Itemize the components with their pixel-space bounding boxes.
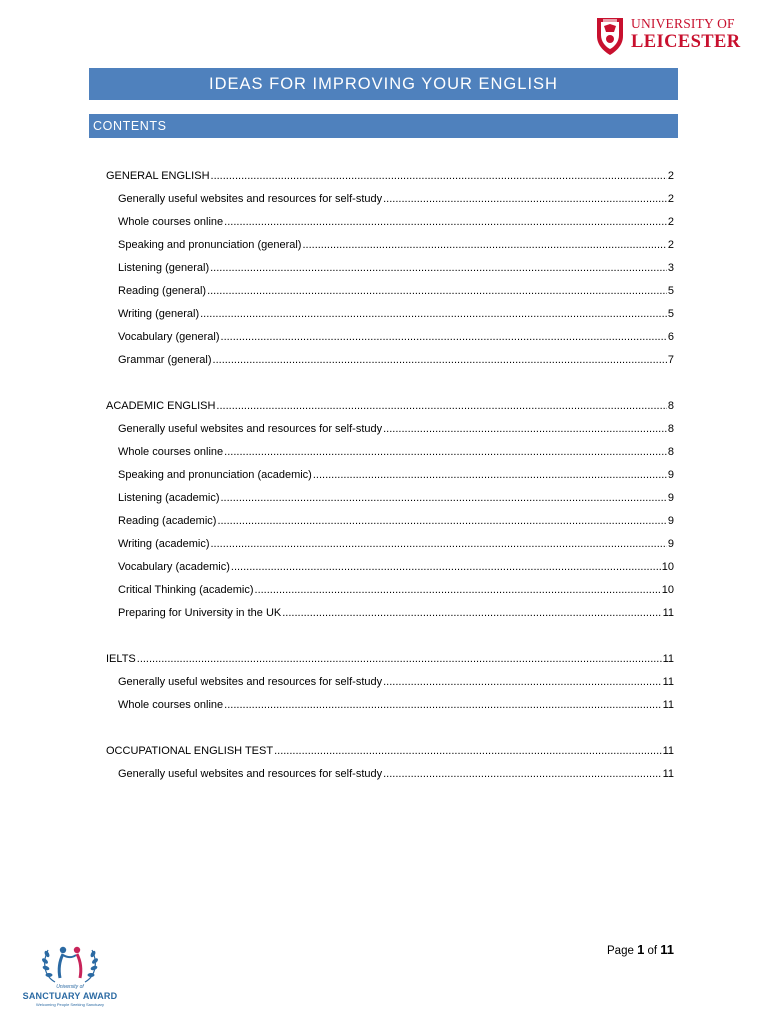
toc-dot-leader <box>213 354 667 366</box>
toc-entry-title: Speaking and pronunciation (academic) <box>118 469 312 481</box>
toc-heading-link[interactable] <box>106 653 674 676</box>
document-title: IDEAS FOR IMPROVING YOUR ENGLISH <box>89 68 678 100</box>
toc-page-number: 9 <box>667 538 674 550</box>
toc-entry-title: Whole courses online <box>118 216 224 228</box>
toc-page-number: 8 <box>667 423 674 435</box>
toc-page-number: 5 <box>667 285 674 297</box>
toc-entry-title: Vocabulary (academic) <box>118 561 230 573</box>
toc-page-number: 2 <box>667 239 674 251</box>
toc-page-number: 6 <box>667 331 674 343</box>
toc-page-number: 10 <box>661 584 674 596</box>
toc-entry-title: Generally useful websites and resources for self-study <box>118 423 383 435</box>
toc-page-number: 10 <box>661 561 674 573</box>
toc-dot-leader <box>282 607 661 619</box>
toc-page-number: 5 <box>667 308 674 320</box>
toc-page-number: 8 <box>667 400 674 412</box>
toc-entry-link[interactable] <box>106 699 674 722</box>
toc-entry-link[interactable] <box>106 216 674 239</box>
toc-entry-title: Preparing for University in the UK <box>118 607 282 619</box>
toc-entry-link[interactable] <box>106 331 674 354</box>
toc-dot-leader <box>200 308 667 320</box>
toc-page-number: 7 <box>667 354 674 366</box>
toc-dot-leader <box>231 561 661 573</box>
toc-entry-title: ACADEMIC ENGLISH <box>106 400 216 412</box>
toc-dot-leader <box>207 285 667 297</box>
toc-page-number: 11 <box>662 607 674 619</box>
toc-entry-link[interactable] <box>106 446 674 469</box>
sanctuary-award-logo <box>20 938 120 1012</box>
toc-entry-link[interactable] <box>106 492 674 515</box>
toc-entry-link[interactable] <box>106 515 674 538</box>
toc-entry-title: Listening (academic) <box>118 492 220 504</box>
current-page: 1 <box>637 942 645 957</box>
toc-entry-title: OCCUPATIONAL ENGLISH TEST <box>106 745 274 757</box>
toc-section <box>106 653 674 722</box>
table-of-contents <box>106 170 674 814</box>
toc-entry-title: Generally useful websites and resources for self-study <box>118 193 383 205</box>
sanctuary-line1: University of <box>56 984 84 990</box>
toc-entry-title: Critical Thinking (academic) <box>118 584 254 596</box>
toc-entry-link[interactable] <box>106 768 674 791</box>
university-logo <box>595 14 755 58</box>
toc-dot-leader <box>383 193 667 205</box>
toc-entry-link[interactable] <box>106 469 674 492</box>
toc-page-number: 9 <box>667 469 674 481</box>
toc-entry-link[interactable] <box>106 607 674 630</box>
toc-page-number: 11 <box>662 676 674 688</box>
page-word: Page <box>607 945 634 957</box>
toc-page-number: 9 <box>667 492 674 504</box>
sanctuary-line3: Welcoming People Seeking Sanctuary <box>36 1002 104 1007</box>
toc-entry-title: Writing (general) <box>118 308 200 320</box>
toc-entry-link[interactable] <box>106 538 674 561</box>
toc-dot-leader <box>211 538 667 550</box>
toc-page-number: 11 <box>662 653 674 665</box>
toc-section <box>106 400 674 630</box>
toc-dot-leader <box>224 699 661 711</box>
toc-entry-title: Speaking and pronunciation (general) <box>118 239 302 251</box>
toc-dot-leader <box>210 262 667 274</box>
toc-entry-title: Whole courses online <box>118 446 224 458</box>
toc-entry-link[interactable] <box>106 308 674 331</box>
of-word: of <box>647 945 658 957</box>
toc-dot-leader <box>217 515 666 527</box>
toc-entry-title: Listening (general) <box>118 262 210 274</box>
toc-section <box>106 745 674 791</box>
total-pages: 11 <box>660 942 675 957</box>
toc-dot-leader <box>313 469 667 481</box>
toc-page-number: 9 <box>667 515 674 527</box>
crest-icon <box>595 16 625 56</box>
toc-heading-link[interactable] <box>106 400 674 423</box>
toc-entry-title: Reading (academic) <box>118 515 217 527</box>
toc-entry-title: GENERAL ENGLISH <box>106 170 210 182</box>
toc-dot-leader <box>224 446 667 458</box>
toc-dot-leader <box>274 745 662 757</box>
toc-entry-title: Grammar (general) <box>118 354 212 366</box>
toc-dot-leader <box>383 768 661 780</box>
toc-page-number: 11 <box>662 745 674 757</box>
contents-heading: CONTENTS <box>89 114 678 138</box>
toc-entry-link[interactable] <box>106 423 674 446</box>
toc-dot-leader <box>216 400 666 412</box>
toc-entry-title: IELTS <box>106 653 136 665</box>
sanctuary-line2: SANCTUARY AWARD <box>22 991 118 1001</box>
toc-entry-title: Generally useful websites and resources for self-study <box>118 768 383 780</box>
toc-entry-title: Vocabulary (general) <box>118 331 220 343</box>
toc-heading-link[interactable] <box>106 745 674 768</box>
toc-dot-leader <box>302 239 666 251</box>
toc-entry-link[interactable] <box>106 239 674 262</box>
logo-line2: LEICESTER <box>631 31 741 52</box>
toc-entry-title: Whole courses online <box>118 699 224 711</box>
toc-entry-link[interactable] <box>106 193 674 216</box>
toc-entry-title: Writing (academic) <box>118 538 210 550</box>
toc-dot-leader <box>221 331 667 343</box>
toc-page-number: 2 <box>667 170 674 182</box>
toc-dot-leader <box>224 216 667 228</box>
toc-dot-leader <box>383 676 661 688</box>
toc-section <box>106 170 674 377</box>
toc-entry-title: Generally useful websites and resources for self-study <box>118 676 383 688</box>
page-number <box>607 942 674 957</box>
toc-page-number: 11 <box>662 699 674 711</box>
toc-dot-leader <box>255 584 661 596</box>
toc-page-number: 2 <box>667 193 674 205</box>
toc-entry-link[interactable] <box>106 262 674 285</box>
toc-page-number: 3 <box>667 262 674 274</box>
toc-entry-link[interactable] <box>106 676 674 699</box>
toc-page-number: 2 <box>667 216 674 228</box>
toc-entry-link[interactable] <box>106 584 674 607</box>
toc-page-number: 8 <box>667 446 674 458</box>
toc-entry-link[interactable] <box>106 354 674 377</box>
toc-dot-leader <box>211 170 667 182</box>
logo-line1: UNIVERSITY OF <box>631 16 735 31</box>
toc-dot-leader <box>137 653 662 665</box>
toc-heading-link[interactable] <box>106 170 674 193</box>
toc-dot-leader <box>383 423 667 435</box>
toc-dot-leader <box>221 492 667 504</box>
laurel-wreath-icon <box>20 938 120 988</box>
toc-entry-link[interactable] <box>106 285 674 308</box>
toc-page-number: 11 <box>662 768 674 780</box>
toc-entry-title: Reading (general) <box>118 285 207 297</box>
toc-entry-link[interactable] <box>106 561 674 584</box>
